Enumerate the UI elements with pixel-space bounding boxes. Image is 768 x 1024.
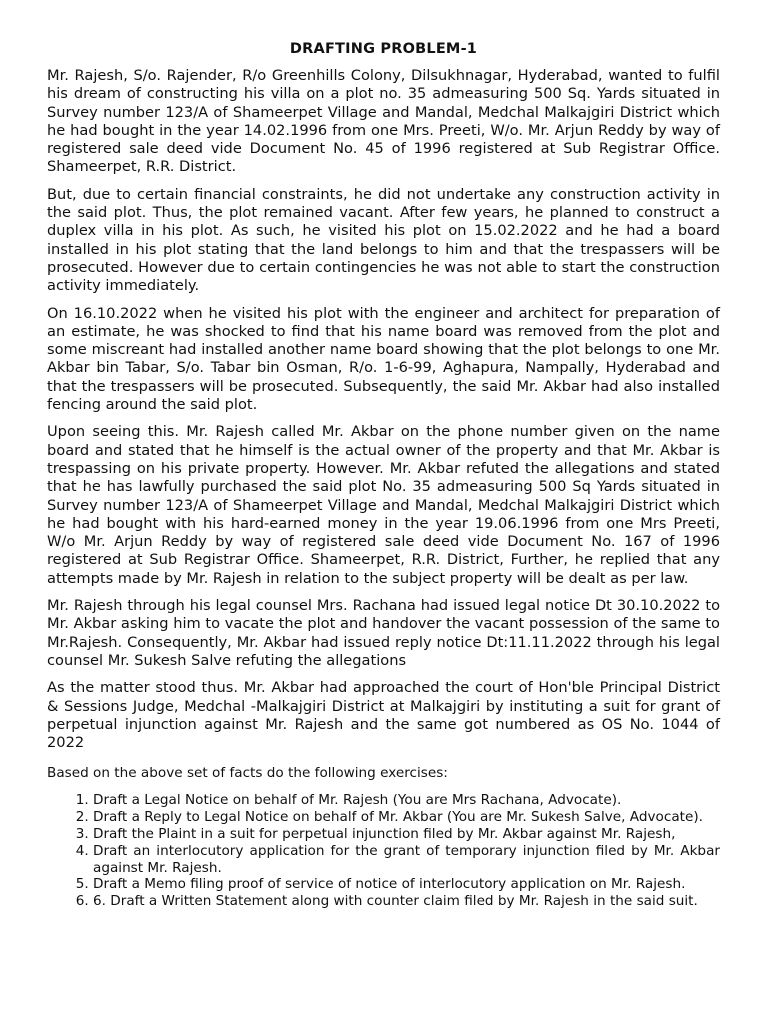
document-title: DRAFTING PROBLEM-1 — [289, 41, 478, 57]
exercise-item: 6. 6. Draft a Written Statement along with counter claim filed by Mr. Rajesh in the said suit. — [93, 893, 720, 910]
exercise-item: 4. Draft an interlocutory application for the grant of temporary injunction filed by Mr. Akbar against Mr. Rajesh. — [93, 843, 720, 877]
exercise-item: 3. Draft the Plaint in a suit for perpetual injunction filed by Mr. Akbar against Mr. Rajesh, — [93, 826, 720, 843]
exercise-item: 1. Draft a Legal Notice on behalf of Mr. Rajesh (You are Mrs Rachana, Advocate). — [93, 792, 720, 809]
paragraph-2: But, due to certain financial constraints, he did not undertake any construction activity in the said plot. Thus, the plot remained vacant. After few years, he planned to construct a duplex villa in his plot. As such, he visited his plot on 15.02.2022 and he had a board installed in his plot stating that the land belongs to him and that the trespassers will be prosecuted. However due to certain contingencies he was not able to start the construction activity immediately. — [47, 185, 720, 295]
paragraph-4: Upon seeing this. Mr. Rajesh called Mr. Akbar on the phone number given on the name board and stated that he himself is the actual owner of the property and that Mr. Akbar is trespassing on his private property. However. Mr. Akbar refuted the allegations and stated that he has lawfully purchased the said plot No. 35 admeasuring 500 Sq Yards situated in Survey number 123/A of Shameerpet Village and Mandal, Medchal Malkajgiri District which he had bought with his hard-earned money in the year 19.06.1996 from one Mrs Preeti, W/o Mr. Arjun Reddy by way of registered sale deed vide Document No. 167 of 1996 registered at Sub Registrar Office. Shameerpet, R.R. District, Further, he replied that any attempts made by Mr. Rajesh in relation to the subject property will be dealt as per law. — [47, 423, 720, 587]
paragraph-6: As the matter stood thus. Mr. Akbar had approached the court of Hon'ble Principal District & Sessions Judge, Medchal -Malkajgiri District at Malkajgiri by instituting a suit for grant of perpetual injunction against Mr. Rajesh and the same got numbered as OS No. 1044 of 2022 — [47, 679, 720, 752]
exercise-item: 2. Draft a Reply to Legal Notice on behalf of Mr. Akbar (You are Mr. Sukesh Salve, Advocate). — [93, 809, 720, 826]
exercise-item: 5. Draft a Memo filing proof of service of notice of interlocutory application on Mr. Rajesh. — [93, 876, 720, 893]
exercises-intro: Based on the above set of facts do the following exercises: — [47, 765, 448, 782]
exercise-list — [47, 792, 720, 910]
paragraph-5: Mr. Rajesh through his legal counsel Mrs. Rachana had issued legal notice Dt 30.10.2022 to Mr. Akbar asking him to vacate the plot and handover the vacant possession of the same to Mr.Rajesh. Consequently, Mr. Akbar had issued reply notice Dt:11.11.2022 through his legal counsel Mr. Sukesh Salve refuting the allegations — [47, 597, 720, 669]
paragraph-1: Mr. Rajesh, S/o. Rajender, R/o Greenhills Colony, Dilsukhnagar, Hyderabad, wanted to fulfil his dream of constructing his villa on a plot no. 35 admeasuring 500 Sq. Yards situated in Survey number 123/A of Shameerpet Village and Mandal, Medchal Malkajgiri District which he had bought in the year 14.02.1996 from one Mrs. Preeti, W/o. Mr. Arjun Reddy by way of registered sale deed vide Document No. 45 of 1996 registered at Sub Registrar Office. Shameerpet, R.R. District. — [47, 67, 720, 176]
paragraph-3: On 16.10.2022 when he visited his plot with the engineer and architect for preparation of an estimate, he was shocked to find that his name board was removed from the plot and some miscreant had installed another name board showing that the plot belongs to one Mr. Akbar bin Tabar, S/o. Tabar bin Osman, R/o. 1-6-99, Aghapura, Nampally, Hyderabad and that the trespassers will be prosecuted. Subsequently, the said Mr. Akbar had also installed fencing around the said plot. — [47, 304, 720, 414]
